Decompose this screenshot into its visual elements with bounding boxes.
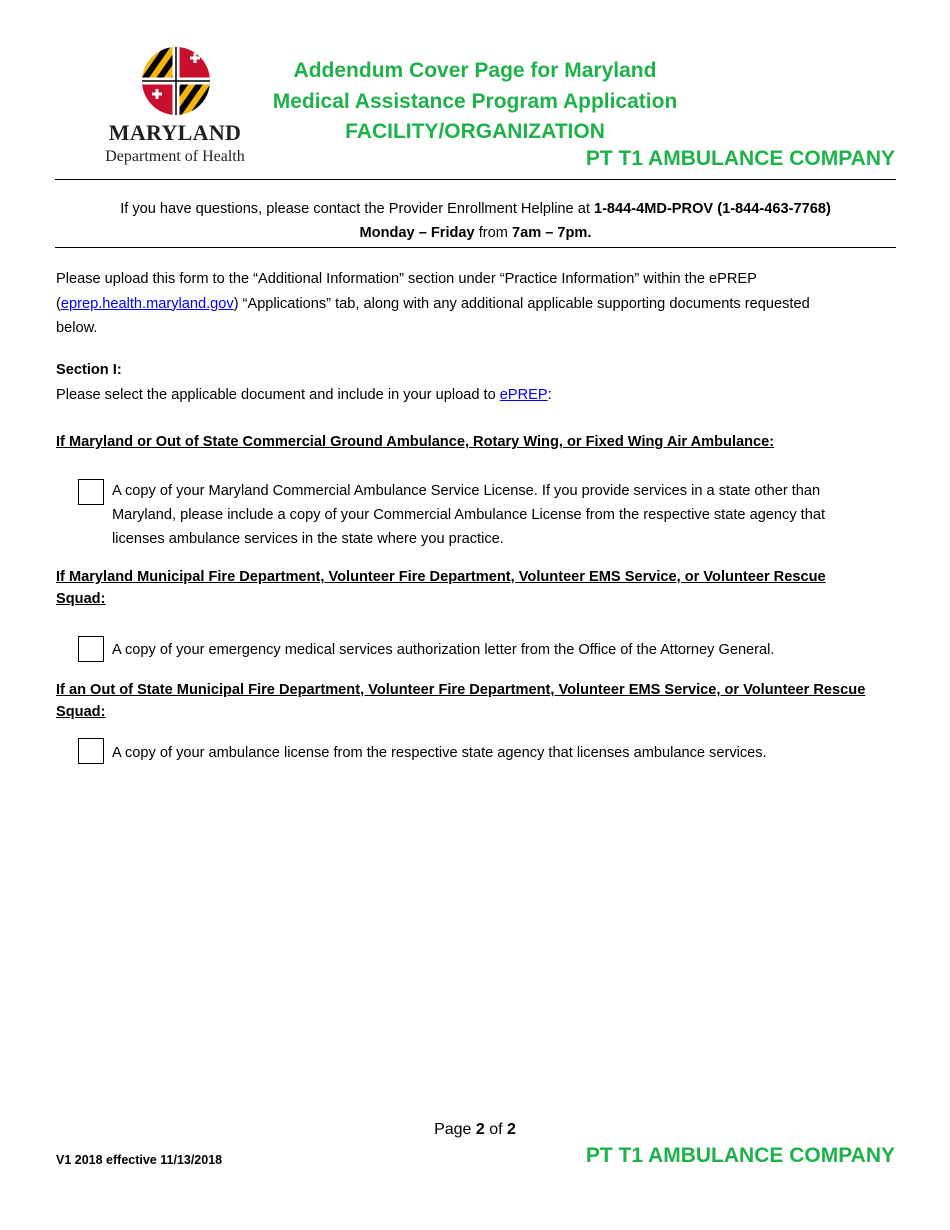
group-2-heading <box>56 567 896 610</box>
title-line-3: FACILITY/ORGANIZATION <box>345 120 605 143</box>
contact-from: from <box>474 225 512 241</box>
intro-line-3: below. <box>56 320 98 336</box>
intro-paragraph <box>56 267 896 341</box>
contact-info <box>55 197 896 245</box>
group-1-text-line-2: Maryland, please include a copy of your Commercial Ambulance License from the respective state agency that <box>112 507 826 523</box>
group-1-text <box>112 479 892 551</box>
total-pages: 2 <box>507 1121 516 1138</box>
logo-subtitle: Department of Health <box>105 148 245 165</box>
maryland-flag-shield-icon <box>136 44 216 118</box>
section-1-instruction: Please select the applicable document and include in your upload to <box>56 386 500 403</box>
logo-wordmark: MARYLAND <box>108 120 242 145</box>
section-1-label: Section I: <box>56 362 122 378</box>
header-divider <box>55 179 896 180</box>
group-3-checkbox[interactable] <box>78 738 104 764</box>
group-1-checkbox[interactable] <box>78 479 104 505</box>
title-line-1: Addendum Cover Page for Maryland <box>293 59 657 82</box>
intro-line-2: ) “Applications” tab, along with any additional applicable supporting documents requested <box>233 295 810 312</box>
eprep-site-link[interactable]: eprep.health.maryland.gov <box>60 295 234 312</box>
document-title <box>250 56 700 148</box>
group-2-heading-line-2: Squad: <box>56 590 106 607</box>
title-line-2: Medical Assistance Program Application <box>272 89 678 113</box>
group-2-text: A copy of your emergency medical services authorization letter from the Office of the Attorney General. <box>112 642 775 658</box>
group-2-checkbox[interactable] <box>78 636 104 662</box>
group-2-heading-line-1: If Maryland Municipal Fire Department, Volunteer Fire Department, Volunteer EMS Service, or Volunteer Rescue <box>56 569 826 585</box>
intro-line-1: Please upload this form to the “Additional Information” section under “Practice Information” within the ePREP <box>56 271 757 287</box>
group-3-heading-line-1: If an Out of State Municipal Fire Department, Volunteer Fire Department, Volunteer EMS Service, or Volunteer Rescue <box>56 682 866 698</box>
footer-company-name: PT T1 AMBULANCE COMPANY <box>585 1144 895 1167</box>
group-1-text-line-3: licenses ambulance services in the state where you practice. <box>112 531 504 547</box>
eprep-link[interactable]: ePREP <box>499 386 548 403</box>
contact-days: Monday – Friday <box>359 225 475 241</box>
contact-hours: 7am – 7pm. <box>511 225 592 241</box>
group-3-heading <box>56 680 896 723</box>
section-1-colon: : <box>547 386 552 403</box>
of-word: of <box>484 1121 508 1138</box>
header-company-name: PT T1 AMBULANCE COMPANY <box>585 147 895 170</box>
version-label: V1 2018 effective 11/13/2018 <box>56 1153 223 1167</box>
group-3-heading-line-2: Squad: <box>56 703 106 720</box>
page-number <box>0 1121 950 1139</box>
group-1-heading: If Maryland or Out of State Commercial Ground Ambulance, Rotary Wing, or Fixed Wing Air Ambulance: <box>56 434 775 450</box>
contact-prefix: If you have questions, please contact the Provider Enrollment Helpline at <box>120 201 594 217</box>
current-page: 2 <box>475 1121 485 1138</box>
contact-phone: 1-844-4MD-PROV (1-844-463-7768) <box>593 201 831 217</box>
group-3-text: A copy of your ambulance license from the respective state agency that licenses ambulance services. <box>112 745 767 761</box>
section-1 <box>56 358 896 407</box>
maryland-health-logo <box>90 44 260 172</box>
intro-paren: ( <box>56 295 61 312</box>
page-word: Page <box>434 1121 476 1138</box>
group-1-text-line-1: A copy of your Maryland Commercial Ambulance Service License. If you provide services in a state other than <box>112 483 821 499</box>
contact-divider <box>55 247 896 248</box>
